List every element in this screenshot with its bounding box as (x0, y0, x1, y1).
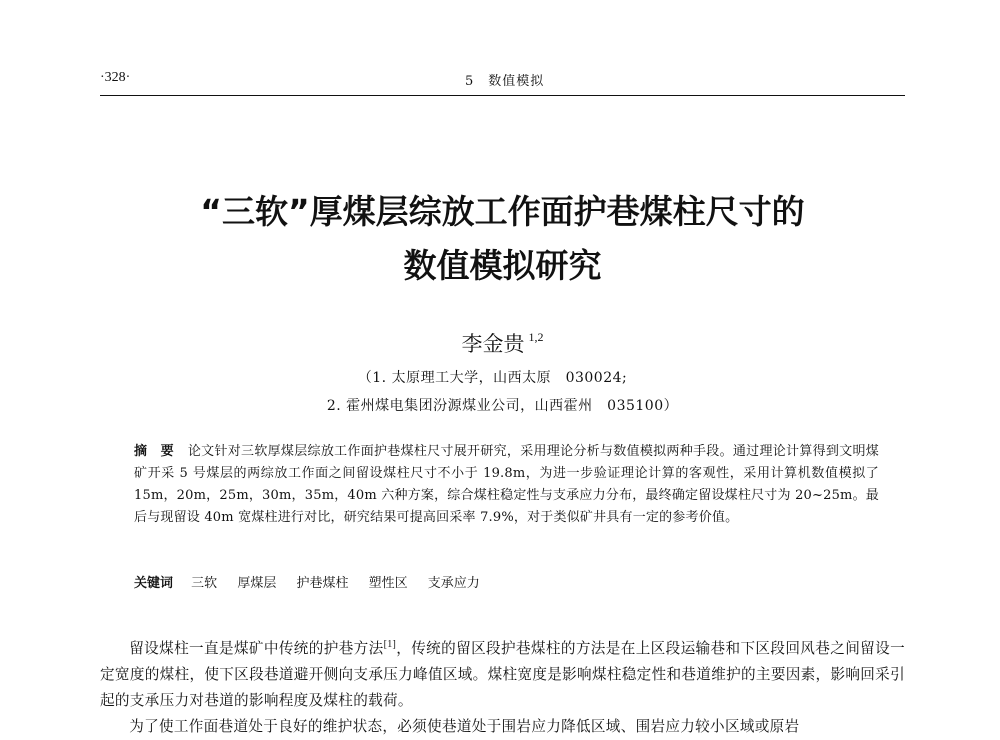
title-line-2: 数值模拟研究 (403, 246, 602, 285)
keyword-item: 塑性区 (368, 576, 408, 591)
body-paragraph-1 (100, 632, 905, 714)
affiliation-line-2: 2. 霍州煤电集团汾源煤业公司，山西霍州 035100） (326, 398, 679, 414)
body-text (100, 632, 905, 740)
keywords (134, 573, 879, 595)
paragraph-1-text-b: ，传统的留区段护巷煤柱的方法是在上区段运输巷和下区段回风巷之间留设一定宽度的煤柱，使下区段巷道避开侧向支承压力峰值区域。煤柱宽度是影响煤柱稳定性和巷道维护的主要因素，影响回采引起的支承压力对巷道的影响程度及煤柱的载荷。 (100, 640, 905, 709)
affiliation-line-1: （1. 太原理工大学，山西太原 030024; (357, 370, 628, 386)
abstract-text: 论文针对三软厚煤层综放工作面护巷煤柱尺寸展开研究，采用理论分析与数值模拟两种手段。通过理论计算得到文明煤矿开采 5 号煤层的两综放工作面之间留设煤柱尺寸不小于 19.8m，为进一步验证理论计算的客观性，采用计算机数值模拟了 15m，20m，25m，30m，35m，40m 六种方案，综合煤柱稳定性与支承应力分布，最终确定留设煤柱尺寸为 20~25m。最后与现留设 40m 宽煤柱进行对比，研究结果可提高回采率 7.9%，对于类似矿井具有一定的参考价值。 (134, 444, 879, 525)
keyword-item: 护巷煤柱 (296, 576, 349, 591)
author-line (100, 328, 905, 358)
author-name: 李金贵 (461, 332, 525, 356)
body-paragraph-2: 为了使工作面巷道处于良好的维护状态，必须使巷道处于围岩应力降低区域、围岩应力较小区域或原岩 (129, 718, 800, 735)
citation-ref[interactable]: [1] (383, 639, 397, 650)
keyword-item: 厚煤层 (237, 576, 277, 591)
paragraph-1-text-a: 留设煤柱一直是煤矿中传统的护巷方法 (129, 640, 384, 657)
page-number: ·328· (100, 70, 131, 85)
paper-title (100, 185, 905, 293)
title-line-1: “三软”厚煤层综放工作面护巷煤柱尺寸的 (200, 192, 805, 231)
header-rule (100, 95, 905, 96)
page-header (100, 70, 905, 94)
keyword-item: 支承应力 (427, 576, 480, 591)
abstract-label: 摘 要 (134, 444, 174, 459)
keywords-label: 关键词 (134, 576, 174, 591)
running-head: 5 数值模拟 (465, 74, 545, 89)
author-affiliation-marks: 1,2 (528, 330, 544, 344)
keyword-item: 三软 (191, 576, 218, 591)
abstract (134, 441, 879, 529)
